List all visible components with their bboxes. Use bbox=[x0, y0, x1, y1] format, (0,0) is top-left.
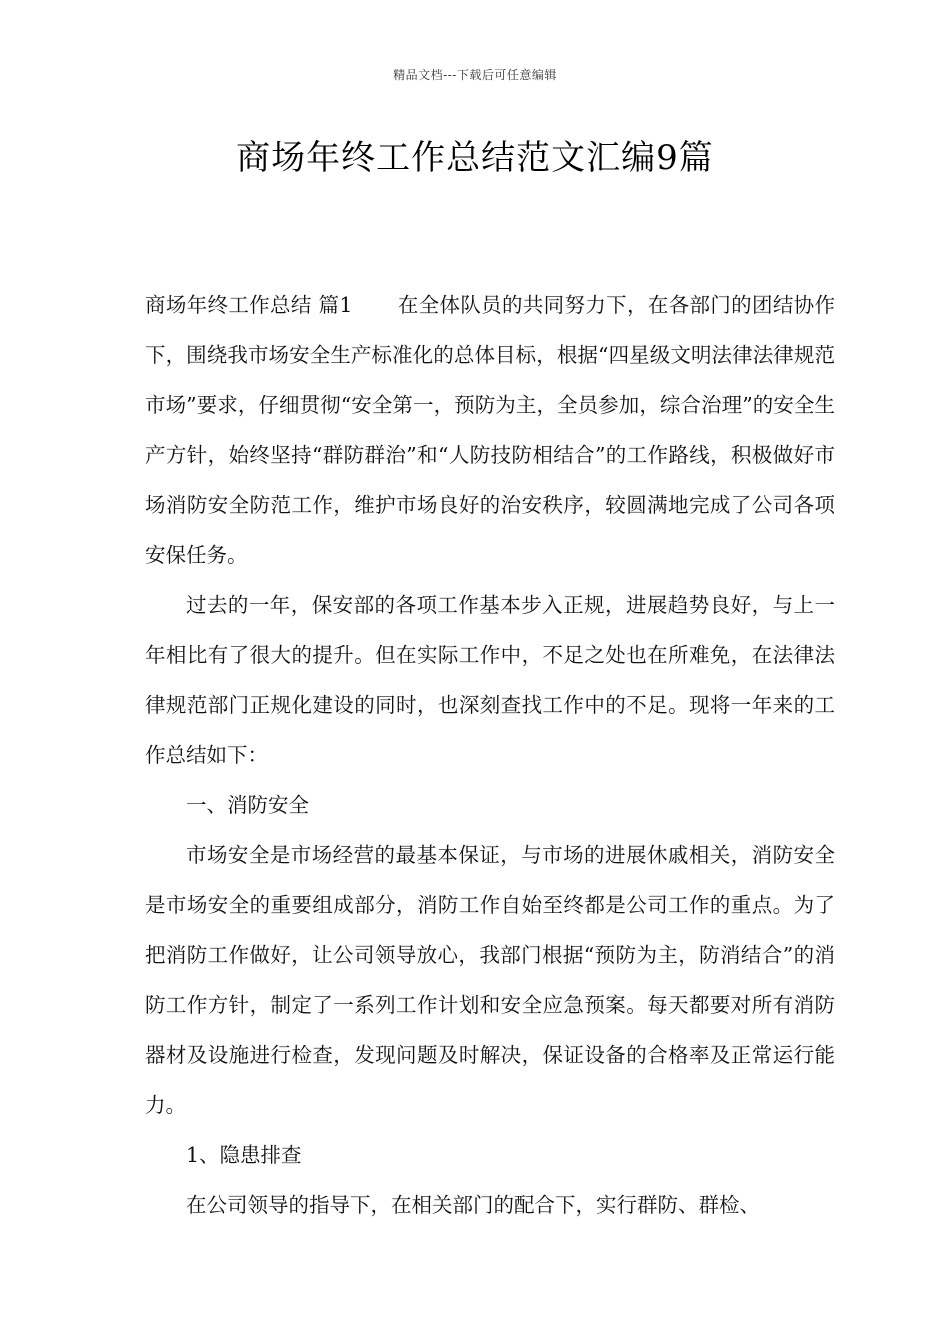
paragraph-hazard-check: 在公司领导的指导下，在相关部门的配合下，实行群防、群检、 bbox=[186, 1193, 760, 1217]
intro-paragraph bbox=[145, 280, 835, 580]
document-title: 商场年终工作总结范文汇编9篇 bbox=[236, 138, 714, 178]
heading-hazard-check: 1、隐患排查 bbox=[186, 1143, 302, 1167]
section-label: 商场年终工作总结 篇1 bbox=[145, 293, 353, 317]
heading-fire-safety: 一、消防安全 bbox=[186, 793, 309, 817]
intro-text: 在全体队员的共同努力下，在各部门的团结协作下，围绕我市场安全生产标准化的总体目标，根据“四星级文明法律法律规范市场”要求，仔细贯彻“安全第一，预防为主，全员参加，综合治理”的安全生产方针，始终坚持“群防群治”和“人防技防相结合”的工作路线，积极做好市场消防安全防范工作，维护市场良好的治安秩序，较圆满地完成了公司各项安保任务。 bbox=[145, 293, 836, 567]
paragraph-fire-safety: 市场安全是市场经营的最基本保证，与市场的进展休戚相关，消防安全是市场安全的重要组成部分，消防工作自始至终都是公司工作的重点。为了把消防工作做好，让公司领导放心，我部门根据“预防为主，防消结合”的消防工作方针，制定了一系列工作计划和安全应急预案。每天都要对所有消防器材及设施进行检查，发现问题及时解决，保证设备的合格率及正常运行能力。 bbox=[145, 843, 835, 1117]
document-body bbox=[145, 280, 835, 1230]
header-note: 精品文档---下载后可任意编辑 bbox=[393, 68, 557, 82]
paragraph-summary: 过去的一年，保安部的各项工作基本步入正规，进展趋势良好，与上一年相比有了很大的提升。但在实际工作中，不足之处也在所难免，在法律法律规范部门正规化建设的同时，也深刻查找工作中的不足。现将一年来的工作总结如下： bbox=[145, 593, 835, 767]
